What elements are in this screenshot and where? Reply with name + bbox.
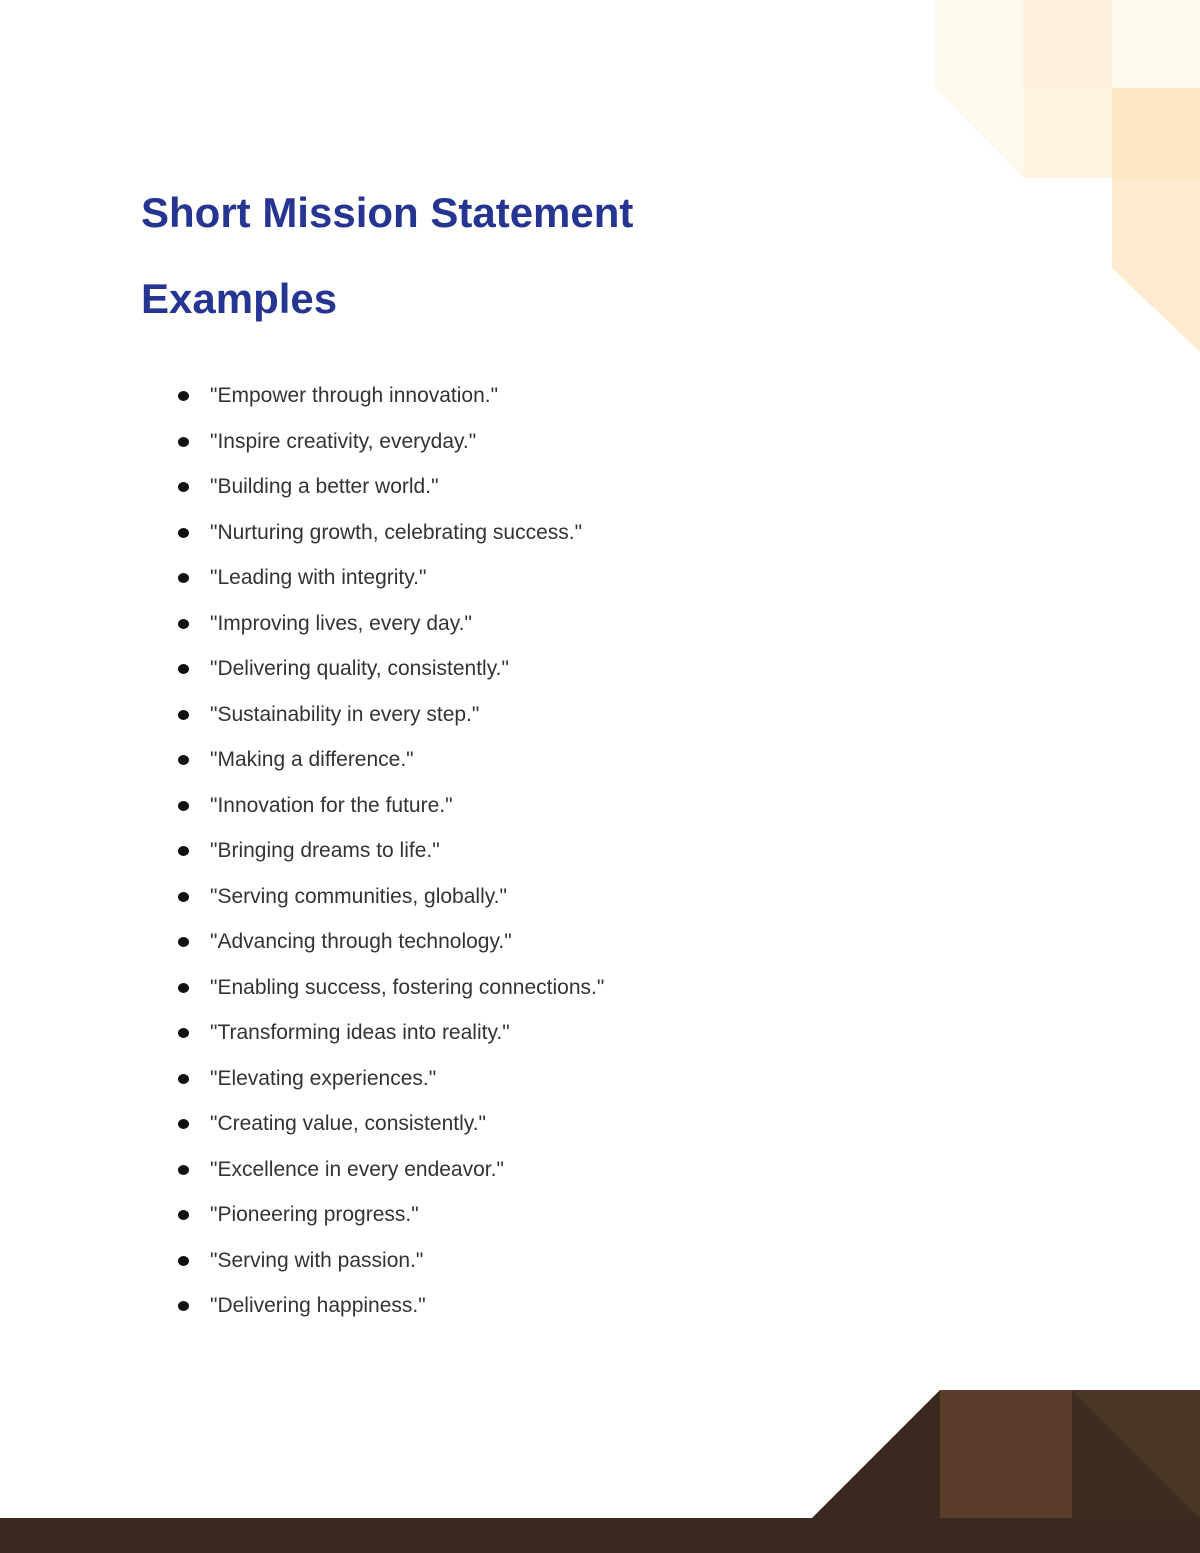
- list-item-text: "Creating value, consistently.": [210, 1112, 486, 1135]
- page-title: Short Mission Statement Examples: [141, 189, 634, 322]
- list-item-text: "Enabling success, fostering connections.": [210, 975, 605, 999]
- list-item-text: "Advancing through technology.": [210, 930, 512, 953]
- list-item-text: "Empower through innovation.": [210, 384, 499, 407]
- bullet-icon: [178, 755, 189, 765]
- list-item: [178, 373, 604, 419]
- bottom-right-pattern: [812, 1390, 1200, 1518]
- bullet-icon: [178, 1301, 189, 1311]
- list-item: [178, 1101, 604, 1147]
- list-item: [178, 783, 604, 829]
- list-item: [178, 874, 604, 920]
- bullet-icon: [178, 1028, 189, 1038]
- bullet-icon: [178, 664, 189, 674]
- list-item: [178, 1238, 604, 1284]
- list-item: [178, 828, 604, 874]
- list-item-text: "Building a better world.": [210, 475, 439, 498]
- list-item: [178, 1010, 604, 1056]
- bullet-icon: [178, 482, 189, 492]
- list-item: [178, 1056, 604, 1102]
- bullet-icon: [178, 1165, 189, 1175]
- bullet-icon: [178, 710, 189, 720]
- bullet-icon: [178, 983, 189, 993]
- bullet-icon: [178, 1210, 189, 1220]
- list-item-text: "Innovation for the future.": [210, 793, 453, 817]
- list-item-text: "Inspire creativity, everyday.": [210, 429, 477, 453]
- list-item: [178, 1147, 604, 1193]
- list-item-text: "Elevating experiences.": [210, 1066, 437, 1090]
- bullet-icon: [178, 619, 189, 629]
- bullet-icon: [178, 437, 189, 447]
- list-item: [178, 646, 604, 692]
- list-item: [178, 737, 604, 783]
- bullet-icon: [178, 573, 189, 583]
- bullet-icon: [178, 937, 189, 947]
- list-item: [178, 1283, 604, 1329]
- list-item-text: "Transforming ideas into reality.": [210, 1021, 510, 1044]
- top-right-pattern: [935, 0, 1200, 352]
- list-item: [178, 510, 604, 556]
- mission-statement-list: [178, 373, 604, 1329]
- list-item-text: "Serving communities, globally.": [210, 884, 507, 908]
- list-item-text: "Serving with passion.": [210, 1248, 424, 1272]
- list-item: [178, 464, 604, 510]
- bottom-band: [0, 1518, 1200, 1553]
- list-item-text: "Leading with integrity.": [210, 566, 427, 589]
- list-item-text: "Bringing dreams to life.": [210, 839, 440, 862]
- list-item: [178, 601, 604, 647]
- bullet-icon: [178, 1119, 189, 1129]
- list-item: [178, 1192, 604, 1238]
- bullet-icon: [178, 846, 189, 856]
- list-item-text: "Pioneering progress.": [210, 1203, 419, 1226]
- list-item: [178, 555, 604, 601]
- bullet-icon: [178, 391, 189, 401]
- list-item: [178, 419, 604, 465]
- list-item-text: "Delivering happiness.": [210, 1294, 426, 1317]
- bullet-icon: [178, 1074, 189, 1084]
- list-item: [178, 965, 604, 1011]
- list-item-text: "Sustainability in every step.": [210, 702, 480, 726]
- bullet-icon: [178, 892, 189, 902]
- bullet-icon: [178, 801, 189, 811]
- list-item-text: "Nurturing growth, celebrating success.": [210, 520, 583, 544]
- list-item-text: "Excellence in every endeavor.": [210, 1157, 504, 1181]
- list-item-text: "Improving lives, every day.": [210, 611, 472, 635]
- list-item: [178, 692, 604, 738]
- bullet-icon: [178, 1256, 189, 1266]
- list-item: [178, 919, 604, 965]
- bullet-icon: [178, 528, 189, 538]
- list-item-text: "Making a difference.": [210, 748, 414, 771]
- list-item-text: "Delivering quality, consistently.": [210, 657, 509, 680]
